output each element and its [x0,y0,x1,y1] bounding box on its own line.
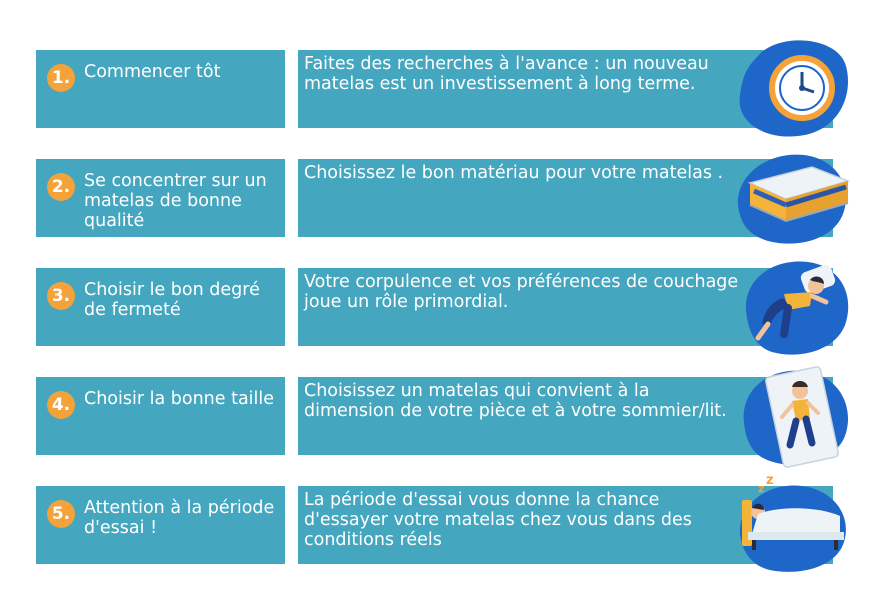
step-title-4: Choisir la bonne taille [84,389,275,409]
step-number-badge-3: 3. [47,282,75,310]
person-on-mattress-icon [728,363,852,471]
svg-text:z: z [758,482,765,495]
step-row-5 [0,473,872,566]
step-title-2: Se concentrer sur un matelas de bonne qualité [84,171,267,231]
step-title-1: Commencer tôt [84,62,221,82]
step-title-3: Choisir le bon degré de fermeté [84,280,260,320]
mattress-icon [728,145,852,253]
step-number-badge-5: 5. [47,500,75,528]
step-number-badge-1: 1. [47,64,75,92]
step-description-2: Choisissez le bon matériau pour votre matelas . [304,163,724,183]
clock-icon [728,36,852,144]
step-title-box-5 [36,486,285,564]
step-row-2 [0,159,872,239]
step-title-5: Attention à la période d'essai ! [84,498,275,538]
step-title-box-4 [36,377,285,455]
step-row-4 [0,377,872,457]
step-number-badge-4: 4. [47,391,75,419]
step-description-5: La période d'essai vous donne la chance d'essayer votre matelas chez vous dans des conditions réels [304,490,692,550]
sleeping-in-bed-icon [728,472,852,580]
step-title-box-2 [36,159,285,237]
step-description-3: Votre corpulence et vos préférences de couchage joue un rôle primordial. [304,272,739,312]
sleeping-person-icon [728,254,852,362]
step-description-4: Choisissez un matelas qui convient à la dimension de votre pièce et à votre sommier/lit. [304,381,727,421]
step-row-3 [0,268,872,348]
step-title-box-3 [36,268,285,346]
step-row-1 [0,50,872,130]
step-number-badge-2: 2. [47,173,75,201]
step-title-box-1 [36,50,285,128]
step-description-1: Faites des recherches à l'avance : un nouveau matelas est un investissement à long terme. [304,54,709,94]
svg-text:z: z [766,473,774,488]
